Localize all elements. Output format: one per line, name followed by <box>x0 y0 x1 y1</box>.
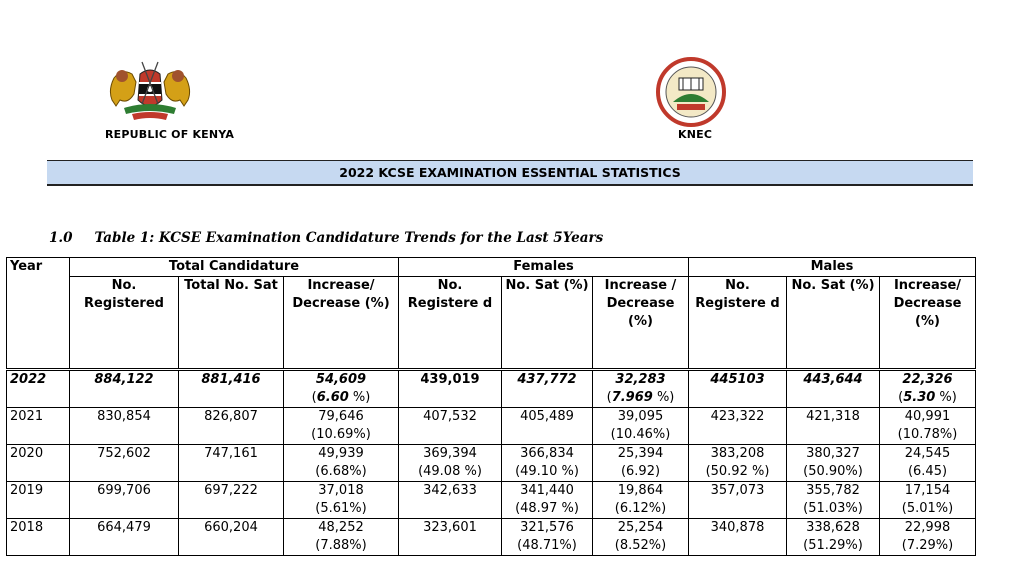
pct-open: ( <box>606 390 612 405</box>
pct-close: %) <box>652 390 675 405</box>
cell-male-sat-pct: (51.03%) <box>803 501 863 516</box>
header-female-change: Increase / Decrease (%) <box>593 277 689 370</box>
cell-female-registered: 323,601 <box>399 519 502 556</box>
header-total-candidature: Total Candidature <box>70 258 399 277</box>
cell-male-sat <box>787 445 880 482</box>
cell-female-registered-pct: (49.08 %) <box>418 464 482 479</box>
cell-total-change-value: 48,252 <box>318 520 364 535</box>
cell-male-change-pct: (7.29%) <box>901 538 954 553</box>
table-row <box>7 408 976 445</box>
cell-female-sat <box>502 445 593 482</box>
cell-male-change <box>880 445 976 482</box>
header-males: Males <box>689 258 976 277</box>
cell-female-registered <box>399 445 502 482</box>
cell-total-change-pct: (10.69%) <box>311 427 371 442</box>
cell-male-registered-pct: (50.92 %) <box>705 464 770 479</box>
cell-male-registered: 445103 <box>689 370 787 408</box>
cell-female-change <box>593 482 689 519</box>
cell-male-sat: 443,644 <box>787 370 880 408</box>
cell-female-change-pct: (8.52%) <box>614 538 667 553</box>
page-title-banner: 2022 KCSE EXAMINATION ESSENTIAL STATISTICS <box>47 160 973 186</box>
row-year: 2020 <box>7 445 70 482</box>
kenya-coat-of-arms-logo <box>104 60 196 128</box>
cell-male-sat <box>787 519 880 556</box>
cell-total-registered: 664,479 <box>70 519 179 556</box>
cell-total-change <box>284 445 399 482</box>
cell-female-sat <box>502 482 593 519</box>
header-total-registered: No. Registered <box>70 277 179 370</box>
cell-male-change-value: 22,326 <box>902 372 953 387</box>
cell-male-registered-value: 383,208 <box>710 446 765 461</box>
cell-male-registered: 423,322 <box>689 408 787 445</box>
cell-female-change-pct: 7.969 <box>611 390 653 405</box>
header-females: Females <box>399 258 689 277</box>
cell-total-change <box>284 408 399 445</box>
cell-total-registered: 752,602 <box>70 445 179 482</box>
cell-total-change-pct: 6.60 <box>316 390 349 405</box>
cell-female-sat: 405,489 <box>502 408 593 445</box>
header-total-sat: Total No. Sat <box>179 277 284 370</box>
row-year: 2019 <box>7 482 70 519</box>
candidature-trends-table <box>6 257 976 556</box>
cell-male-sat-value: 355,782 <box>806 483 860 498</box>
cell-total-change-value: 79,646 <box>318 409 364 424</box>
header-year: Year <box>7 258 70 370</box>
cell-female-change-pct: (6.92) <box>620 464 661 479</box>
cell-male-sat-pct: (51.29%) <box>803 538 863 553</box>
cell-female-sat-value: 366,834 <box>520 446 574 461</box>
cell-total-change-pct: (7.88%) <box>315 538 367 553</box>
row-year: 2022 <box>7 370 70 408</box>
cell-female-registered: 439,019 <box>399 370 502 408</box>
cell-female-sat <box>502 519 593 556</box>
table-row <box>7 482 976 519</box>
cell-total-change <box>284 519 399 556</box>
cell-female-sat-value: 321,576 <box>520 520 574 535</box>
cell-total-sat: 881,416 <box>179 370 284 408</box>
cell-male-sat: 421,318 <box>787 408 880 445</box>
header-female-registered: No. Registere d <box>399 277 502 370</box>
header-male-sat: No. Sat (%) <box>787 277 880 370</box>
row-year: 2021 <box>7 408 70 445</box>
cell-male-change-value: 40,991 <box>904 409 951 424</box>
pct-open: ( <box>898 390 904 405</box>
cell-total-change <box>284 370 399 408</box>
cell-total-registered: 884,122 <box>70 370 179 408</box>
table-row <box>7 370 976 408</box>
cell-male-registered: 357,073 <box>689 482 787 519</box>
cell-female-sat-pct: (48.71%) <box>517 538 577 553</box>
pct-open: ( <box>311 390 317 405</box>
cell-male-sat-value: 338,628 <box>806 520 860 535</box>
cell-male-change-pct: 5.30 <box>903 390 936 405</box>
cell-female-change <box>593 445 689 482</box>
cell-male-change-value: 17,154 <box>904 483 951 498</box>
cell-male-change-value: 22,998 <box>904 520 951 535</box>
cell-total-registered: 830,854 <box>70 408 179 445</box>
cell-total-change-value: 54,609 <box>315 372 367 387</box>
cell-male-change-pct: (5.01%) <box>901 501 954 516</box>
cell-female-change <box>593 408 689 445</box>
cell-male-change-pct: (6.45) <box>907 464 948 479</box>
cell-total-sat: 826,807 <box>179 408 284 445</box>
cell-male-registered <box>689 445 787 482</box>
pct-close: %) <box>348 390 371 405</box>
cell-male-change <box>880 370 976 408</box>
cell-male-registered: 340,878 <box>689 519 787 556</box>
cell-male-change-value: 24,545 <box>904 446 951 461</box>
cell-total-change-pct: (5.61%) <box>315 501 367 516</box>
cell-female-registered: 407,532 <box>399 408 502 445</box>
table-row <box>7 519 976 556</box>
table-row <box>7 445 976 482</box>
caption-number: 1.0 <box>49 230 73 246</box>
cell-female-sat-value: 341,440 <box>520 483 574 498</box>
cell-male-change-pct: (10.78%) <box>897 427 958 442</box>
cell-male-sat-pct: (50.90%) <box>803 464 863 479</box>
header-male-registered: No. Registere d <box>689 277 787 370</box>
cell-female-registered-value: 369,394 <box>423 446 477 461</box>
pct-close: %) <box>935 390 957 405</box>
cell-total-sat: 660,204 <box>179 519 284 556</box>
cell-female-change <box>593 519 689 556</box>
cell-total-sat: 747,161 <box>179 445 284 482</box>
caption-title: Table 1: KCSE Examination Candidature Trends for the Last 5Years <box>94 230 604 246</box>
cell-male-sat <box>787 482 880 519</box>
cell-female-change-pct: (6.12%) <box>614 501 667 516</box>
header-female-sat: No. Sat (%) <box>502 277 593 370</box>
cell-female-registered: 342,633 <box>399 482 502 519</box>
header-male-change: Increase/ Decrease (%) <box>880 277 976 370</box>
cell-female-change-value: 25,254 <box>617 520 664 535</box>
cell-total-change-value: 37,018 <box>318 483 364 498</box>
cell-total-sat: 697,222 <box>179 482 284 519</box>
cell-female-change-pct: (10.46%) <box>610 427 671 442</box>
knec-seal-logo <box>655 56 727 128</box>
cell-total-change-value: 49,939 <box>318 446 364 461</box>
cell-male-sat-value: 380,327 <box>806 446 860 461</box>
cell-female-sat: 437,772 <box>502 370 593 408</box>
cell-female-sat-pct: (49.10 %) <box>515 464 579 479</box>
cell-female-change-value: 25,394 <box>617 446 664 461</box>
cell-total-change <box>284 482 399 519</box>
cell-female-change-value: 32,283 <box>615 372 666 387</box>
cell-total-change-pct: (6.68%) <box>315 464 367 479</box>
cell-male-change <box>880 408 976 445</box>
republic-of-kenya-label: REPUBLIC OF KENYA <box>105 128 235 141</box>
table-caption <box>49 230 603 246</box>
cell-male-change <box>880 482 976 519</box>
cell-female-change-value: 19,864 <box>617 483 664 498</box>
cell-male-change <box>880 519 976 556</box>
cell-female-sat-pct: (48.97 %) <box>515 501 579 516</box>
row-year: 2018 <box>7 519 70 556</box>
knec-label: KNEC <box>678 128 713 141</box>
cell-total-registered: 699,706 <box>70 482 179 519</box>
cell-female-change <box>593 370 689 408</box>
cell-female-change-value: 39,095 <box>617 409 664 424</box>
header-total-change: Increase/ Decrease (%) <box>284 277 399 370</box>
